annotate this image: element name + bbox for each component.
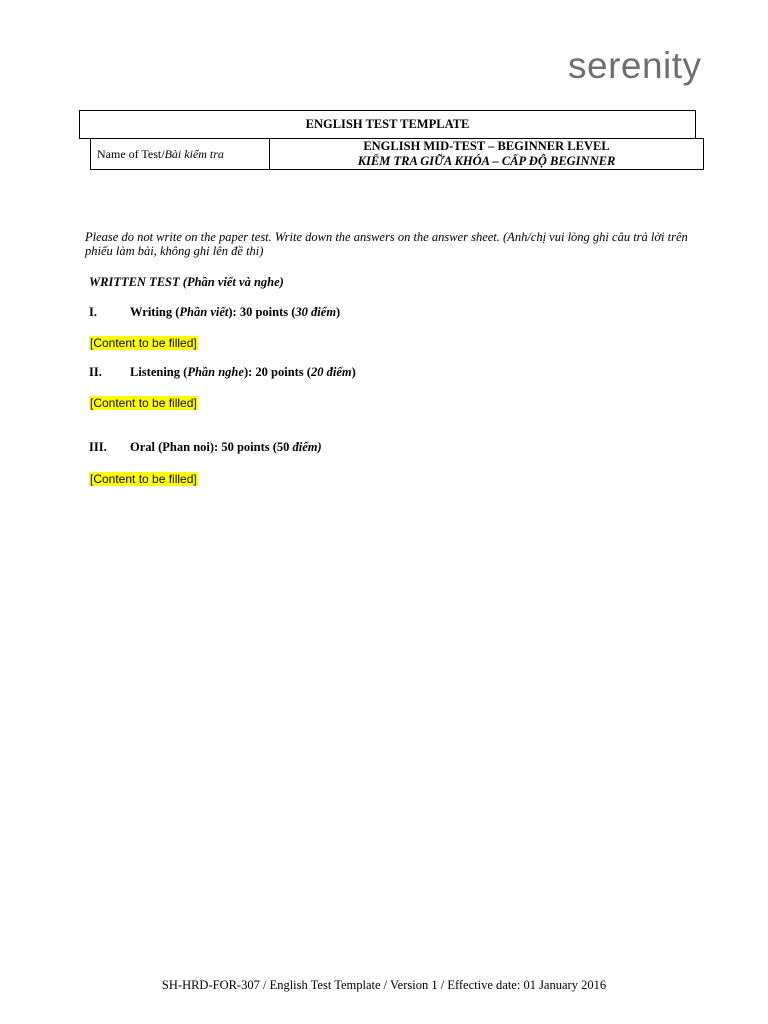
test-name-value xyxy=(270,139,703,169)
section-close: ) xyxy=(351,365,356,379)
content-placeholder: [Content to be filled] xyxy=(90,472,197,486)
section-oral xyxy=(89,440,322,455)
section-close: ) xyxy=(336,305,341,319)
section-number: I. xyxy=(89,305,97,319)
written-test-heading xyxy=(89,275,284,290)
section-listening xyxy=(89,365,356,380)
test-name-label xyxy=(91,139,270,169)
section-number: II. xyxy=(89,365,102,379)
section-points-vi: điểm xyxy=(292,440,318,454)
test-name-vi: KIỂM TRA GIỮA KHÓA – CẤP ĐỘ BEGINNER xyxy=(357,154,616,168)
test-name-label-vi: Bài kiểm tra xyxy=(164,146,224,161)
written-test-close: ) xyxy=(279,275,284,289)
document-footer: SH-HRD-FOR-307 / English Test Template / Version 1 / Effective date: 01 January 2016 xyxy=(161,978,607,992)
test-name-en: ENGLISH MID-TEST – BEGINNER LEVEL xyxy=(363,139,610,153)
section-points: ): 20 points ( xyxy=(243,365,311,379)
section-name: Listening ( xyxy=(130,365,188,379)
section-points-vi: 30 điểm xyxy=(295,305,337,319)
written-test-label: WRITTEN TEST ( xyxy=(89,275,187,289)
section-points-vi: 20 điểm xyxy=(310,365,352,379)
template-title: ENGLISH TEST TEMPLATE xyxy=(79,110,696,139)
content-placeholder: [Content to be filled] xyxy=(90,396,197,410)
test-name-row xyxy=(90,138,704,170)
section-points: ): 30 points ( xyxy=(228,305,296,319)
section-name-vi: Phần nghe xyxy=(187,365,244,379)
section-name: Oral (Phan noi): 50 points (50 xyxy=(130,440,293,454)
section-close: ) xyxy=(317,440,322,454)
content-placeholder: [Content to be filled] xyxy=(90,336,197,350)
section-writing xyxy=(89,305,340,320)
company-logo: serenity xyxy=(568,45,702,86)
section-name-vi: Phần viết xyxy=(179,305,229,319)
instructions-text: Please do not write on the paper test. Write down the answers on the answer sheet. (Anh/chị vui lòng ghi câu trả lời trên phiếu làm bài, không ghi lên đề thi) xyxy=(85,230,688,258)
written-test-label-vi: Phần viết và nghe xyxy=(186,275,280,289)
section-name: Writing ( xyxy=(130,305,180,319)
test-name-label-en: Name of Test/ xyxy=(97,146,165,161)
section-number: III. xyxy=(89,440,107,454)
